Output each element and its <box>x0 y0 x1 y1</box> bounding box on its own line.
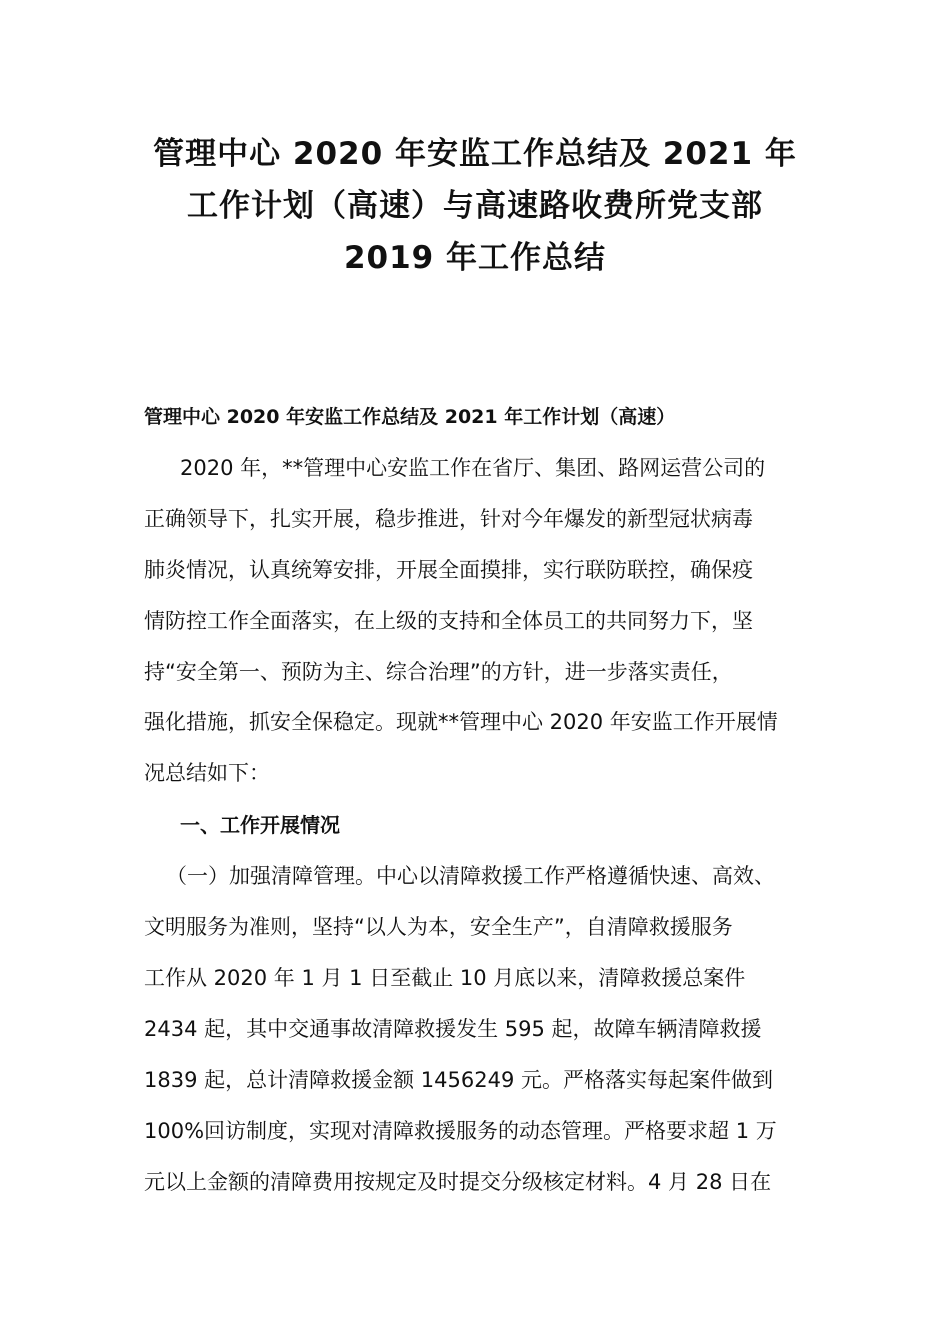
paragraph-line: 文明服务为准则，坚持“以人为本，安全生产”，自清障救援服务 <box>144 915 733 940</box>
intro-paragraph <box>144 443 824 799</box>
paragraph-line: （一）加强清障管理。中心以清障救援工作严格遵循快速、高效、 <box>166 864 775 889</box>
paragraph-line: 元以上金额的清障费用按规定及时提交分级核定材料。4 月 28 日在 <box>144 1169 772 1194</box>
paragraph-line: 2020 年，**管理中心安监工作在省厅、集团、路网运营公司的 <box>180 456 766 480</box>
paragraph-line: 持“安全第一、预防为主、综合治理”的方针，进一步落实责任， <box>144 659 733 684</box>
section-title: 管理中心 2020 年安监工作总结及 2021 年工作计划（高速） <box>144 406 676 428</box>
title-line: 管理中心 2020 年安监工作总结及 2021 年 <box>153 136 797 172</box>
paragraph-line: 正确领导下，扎实开展，稳步推进，针对今年爆发的新型冠状病毒 <box>144 506 753 531</box>
paragraph-line: 肺炎情况，认真统筹安排，开展全面摸排，实行联防联控，确保疫 <box>144 557 753 582</box>
paragraph-line: 工作从 2020 年 1 月 1 日至截止 10 月底以来，清障救援总案件 <box>144 966 746 991</box>
title-line: 2019 年工作总结 <box>343 240 607 276</box>
title-line: 工作计划（高速）与高速路收费所党支部 <box>187 188 763 224</box>
paragraph-line: 1839 起，总计清障救援金额 1456249 元。严格落实每起案件做到 <box>144 1067 773 1092</box>
paragraph-line: 2434 起，其中交通事故清障救援发生 595 起，故障车辆清障救援 <box>144 1016 762 1041</box>
document-body <box>144 391 824 1207</box>
paragraph-line: 况总结如下： <box>144 761 270 786</box>
paragraph-line: 强化措施，抓安全保稳定。现就**管理中心 2020 年安监工作开展情 <box>144 710 778 735</box>
paragraph-line: 100%回访制度，实现对清障救援服务的动态管理。严格要求超 1 万 <box>144 1118 777 1143</box>
heading-work-progress: 一、工作开展情况 <box>180 813 340 838</box>
document-title <box>120 128 830 284</box>
clearance-paragraph <box>144 851 824 1207</box>
paragraph-line: 情防控工作全面落实，在上级的支持和全体员工的共同努力下，坚 <box>144 608 753 633</box>
